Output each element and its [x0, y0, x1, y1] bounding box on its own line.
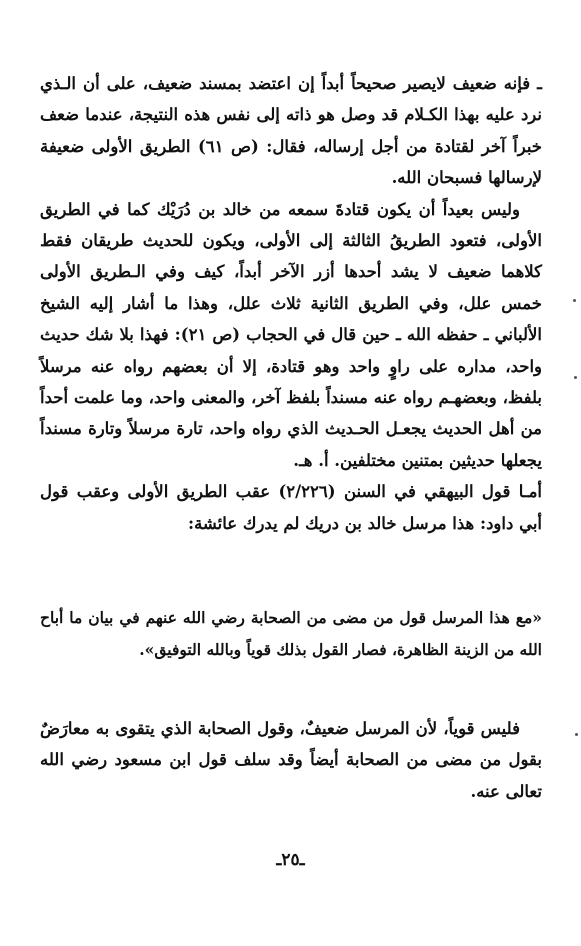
quoted-passage — [40, 602, 542, 665]
page-number: ـ٢٥ـ — [276, 850, 305, 870]
paragraph-1: ـ فإنه ضعيف لايصير صحيحاً أبداً إن اعتضد بمسند ضعيف، على أن الـذي نرد عليه بهذا الكـلام قد وصل هو ذاته إلى نفس هذه النتيجة، عندما ضعف خبراً آخر لقتادة من أجل إرساله، فقال: (ص ٦١) الطريق الأولى ضعيفة لإرسالها فسبحان الله. — [40, 74, 543, 188]
paragraph-3: أمـا قول البيهقي في السنن (٢/٢٢٦) عقب الطريق الأولى وعقب قول أبي داود: هذا مرسل خالد بن دريك لم يدرك عائشة: — [40, 482, 543, 533]
main-text-top — [40, 68, 542, 539]
scan-speck — [575, 733, 578, 736]
paragraph-2: وليس بعيداً أن يكون قتادةَ سمعه من خالد بن دُرَيْك كما في الطريق الأولى، فتعود الطريقُ الثالثة إلى الأولى، ويكون للحديث طريقان فقط كلاهما ضعيف لا يشد أحدها أزر الآخر أبداً، كيف وفي الـطريق الأولى خمس علل، وفي الطريق الثانية ثلاث علل، وهذا ما أشار إليه الشيخ الألباني ـ حفظه الله ـ حين قال في الحجاب (ص ٢١): فهذا بلا شك حديث واحد، مداره على راوٍ واحد وهو قتادة، إلا أن بعضهم رواه عنه مرسلاً بلفظ، وبعضهـم رواه عنه مسنداً بلفظ آخر، والمعنى واحد، وما علمت أحداً من أهل الحديث يجعـل الحـديث الذي رواه واحد، تارة مرسلاً وتارة مسنداً يجعلها حديثين بمتنين مختلفين. أ. هـ. — [40, 199, 542, 470]
scan-speck — [574, 376, 577, 379]
quote-text: «مع هذا المرسل قول من مضى من الصحابة رضي الله عنهم في بيان ما أباح الله من الزينة الظاهرة، فصار القول بذلك قوياً وبالله التوفيق». — [40, 608, 542, 659]
main-text-bottom — [40, 713, 542, 807]
scan-speck — [573, 299, 576, 302]
paragraph-4: فليس قوياً، لأن المرسل ضعيفٌ، وقول الصحابة الذي يتقوى به معارَضٌ بقول من مضى من الصحابة أيضاً وقد سلف قول ابن مسعود رضي الله تعالى عنه. — [40, 719, 542, 801]
